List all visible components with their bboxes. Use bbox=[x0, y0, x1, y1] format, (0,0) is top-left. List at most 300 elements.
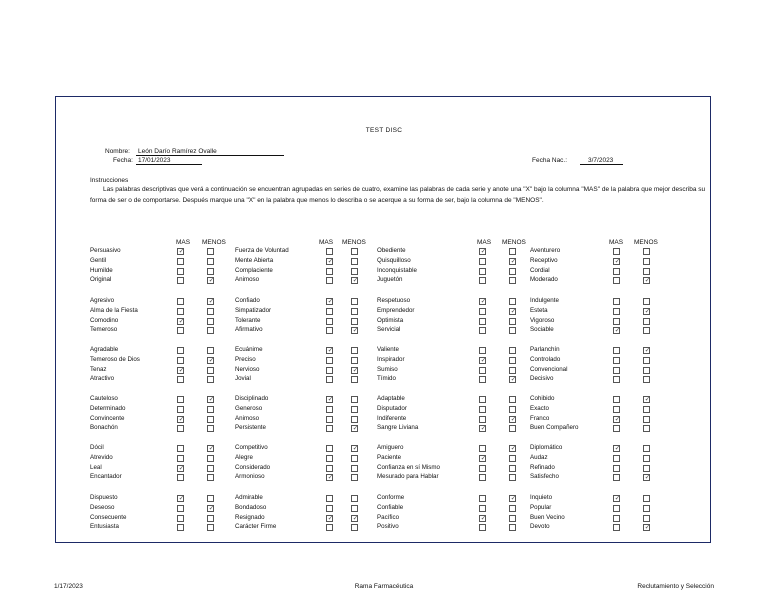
menos-checkbox[interactable] bbox=[207, 357, 214, 364]
check-mark-icon: ✓ bbox=[614, 495, 621, 502]
word-label: Buen Vecino bbox=[530, 513, 565, 521]
mas-checkbox[interactable] bbox=[479, 367, 486, 374]
menos-checkbox[interactable] bbox=[643, 318, 650, 325]
word-label: Gentil bbox=[90, 256, 107, 264]
check-mark-icon: ✓ bbox=[644, 474, 651, 482]
menos-checkbox[interactable] bbox=[509, 495, 516, 502]
mas-checkbox[interactable] bbox=[613, 277, 620, 284]
menos-checkbox[interactable] bbox=[509, 376, 516, 383]
menos-checkbox[interactable] bbox=[509, 298, 516, 305]
menos-checkbox[interactable] bbox=[207, 474, 214, 481]
mas-checkbox[interactable] bbox=[177, 318, 184, 325]
mas-checkbox[interactable] bbox=[326, 277, 333, 284]
mas-checkbox[interactable] bbox=[479, 495, 486, 502]
word-label: Vigoroso bbox=[530, 316, 555, 324]
menos-checkbox[interactable] bbox=[351, 318, 358, 325]
word-label: Obediente bbox=[377, 247, 406, 254]
menos-checkbox[interactable] bbox=[643, 445, 650, 452]
word-label: Armonioso bbox=[235, 473, 265, 481]
menos-checkbox[interactable] bbox=[207, 318, 214, 325]
mas-checkbox[interactable] bbox=[479, 327, 486, 334]
word-label: Confiado bbox=[235, 297, 260, 304]
menos-checkbox[interactable] bbox=[509, 327, 516, 334]
word-label: Inconquistable bbox=[377, 266, 417, 274]
check-mark-icon: ✓ bbox=[510, 257, 517, 265]
mas-checkbox[interactable] bbox=[177, 308, 184, 315]
word-label: Simpatizador bbox=[235, 306, 272, 314]
check-mark-icon: ✓ bbox=[644, 396, 651, 403]
mas-checkbox[interactable] bbox=[326, 474, 333, 481]
word-label: Atractivo bbox=[90, 375, 115, 383]
mas-checkbox[interactable] bbox=[613, 406, 620, 413]
word-label: Entusiasta bbox=[90, 523, 119, 531]
mas-checkbox[interactable] bbox=[177, 474, 184, 481]
mas-checkbox[interactable] bbox=[479, 376, 486, 383]
fecha-nac-label: Fecha Nac.: bbox=[532, 157, 568, 164]
menos-checkbox[interactable] bbox=[643, 327, 650, 334]
mas-checkbox[interactable] bbox=[479, 474, 486, 481]
mas-checkbox[interactable] bbox=[326, 318, 333, 325]
word-label: Mesurado para Hablar bbox=[377, 473, 439, 481]
word-label: Persuasivo bbox=[90, 247, 121, 254]
menos-checkbox[interactable] bbox=[207, 524, 214, 531]
mas-checkbox[interactable] bbox=[479, 248, 486, 255]
word-label: Jovial bbox=[235, 375, 251, 383]
menos-checkbox[interactable] bbox=[643, 347, 650, 354]
mas-checkbox[interactable] bbox=[326, 465, 333, 472]
word-label: Emprendedor bbox=[377, 306, 415, 314]
word-label: Cohibido bbox=[530, 395, 555, 402]
instructions-heading: Instrucciones bbox=[90, 177, 129, 184]
menos-checkbox[interactable] bbox=[509, 277, 516, 284]
word-label: Alma de la Fiesta bbox=[90, 306, 138, 314]
menos-checkbox[interactable] bbox=[207, 465, 214, 472]
mas-checkbox[interactable] bbox=[479, 396, 486, 403]
word-label: Humilde bbox=[90, 266, 113, 274]
menos-checkbox[interactable] bbox=[207, 258, 214, 265]
menos-checkbox[interactable] bbox=[643, 248, 650, 255]
menos-checkbox[interactable] bbox=[207, 277, 214, 284]
mas-checkbox[interactable] bbox=[326, 327, 333, 334]
menos-checkbox[interactable] bbox=[643, 258, 650, 265]
check-mark-icon: ✓ bbox=[327, 347, 334, 354]
menos-checkbox[interactable] bbox=[351, 277, 358, 284]
mas-checkbox[interactable] bbox=[326, 445, 333, 452]
word-label: Agresivo bbox=[90, 297, 115, 304]
mas-checkbox[interactable] bbox=[177, 248, 184, 255]
check-mark-icon: ✓ bbox=[352, 277, 359, 285]
menos-checkbox[interactable] bbox=[643, 268, 650, 275]
fecha-value: 17/01/2023 bbox=[136, 157, 202, 165]
menos-checkbox[interactable] bbox=[643, 298, 650, 305]
word-label: Considerado bbox=[235, 463, 271, 471]
word-label: Receptivo bbox=[530, 256, 558, 264]
mas-checkbox[interactable] bbox=[479, 258, 486, 265]
mas-checkbox[interactable] bbox=[613, 425, 620, 432]
word-label: Indulgente bbox=[530, 297, 559, 304]
menos-checkbox[interactable] bbox=[509, 515, 516, 522]
word-label: Preciso bbox=[235, 355, 256, 363]
word-label: Confiable bbox=[377, 503, 404, 511]
menos-checkbox[interactable] bbox=[509, 396, 516, 403]
check-mark-icon: ✓ bbox=[352, 425, 359, 433]
word-label: Ecuánime bbox=[235, 346, 263, 353]
word-label: Animoso bbox=[235, 414, 260, 422]
mas-checkbox[interactable] bbox=[177, 268, 184, 275]
menos-checkbox[interactable] bbox=[351, 465, 358, 472]
mas-checkbox[interactable] bbox=[479, 524, 486, 531]
menos-checkbox[interactable] bbox=[207, 327, 214, 334]
mas-checkbox[interactable] bbox=[479, 277, 486, 284]
menos-checkbox[interactable] bbox=[351, 357, 358, 364]
check-mark-icon: ✓ bbox=[510, 307, 517, 315]
word-label: Sangre Liviana bbox=[377, 424, 419, 432]
menos-checkbox[interactable] bbox=[643, 495, 650, 502]
nombre-value: León Darío Ramírez Ovalle bbox=[136, 148, 284, 156]
word-label: Persistente bbox=[235, 424, 266, 432]
mas-checkbox[interactable] bbox=[177, 347, 184, 354]
word-label: Inquieto bbox=[530, 494, 553, 501]
mas-checkbox[interactable] bbox=[177, 505, 184, 512]
word-label: Tímido bbox=[377, 375, 396, 383]
menos-checkbox[interactable] bbox=[643, 376, 650, 383]
footer-date: 1/17/2023 bbox=[54, 583, 83, 590]
mas-checkbox[interactable] bbox=[177, 425, 184, 432]
check-mark-icon: ✓ bbox=[614, 327, 621, 335]
mas-checkbox[interactable] bbox=[479, 425, 486, 432]
menos-checkbox[interactable] bbox=[351, 367, 358, 374]
check-mark-icon: ✓ bbox=[510, 445, 517, 452]
mas-checkbox[interactable] bbox=[613, 396, 620, 403]
menos-checkbox[interactable] bbox=[351, 455, 358, 462]
menos-checkbox[interactable] bbox=[643, 524, 650, 531]
word-label: Juguetón bbox=[377, 276, 403, 284]
mas-checkbox[interactable] bbox=[613, 474, 620, 481]
word-label: Indiferente bbox=[377, 414, 407, 422]
menos-checkbox[interactable] bbox=[351, 505, 358, 512]
word-label: Fuerza de Voluntad bbox=[235, 247, 289, 254]
mas-checkbox[interactable] bbox=[613, 327, 620, 334]
menos-checkbox[interactable] bbox=[643, 277, 650, 284]
menos-checkbox[interactable] bbox=[351, 248, 358, 255]
mas-checkbox[interactable] bbox=[177, 357, 184, 364]
menos-checkbox[interactable] bbox=[509, 406, 516, 413]
menos-checkbox[interactable] bbox=[509, 505, 516, 512]
check-mark-icon: ✓ bbox=[510, 376, 517, 384]
mas-checkbox[interactable] bbox=[326, 495, 333, 502]
word-label: Popular bbox=[530, 503, 552, 511]
mas-checkbox[interactable] bbox=[326, 376, 333, 383]
menos-checkbox[interactable] bbox=[643, 406, 650, 413]
menos-checkbox[interactable] bbox=[351, 515, 358, 522]
menos-checkbox[interactable] bbox=[351, 406, 358, 413]
check-mark-icon: ✓ bbox=[614, 415, 621, 423]
menos-checkbox[interactable] bbox=[509, 367, 516, 374]
menos-checkbox[interactable] bbox=[207, 515, 214, 522]
word-label: Quisquilloso bbox=[377, 256, 411, 264]
column-header-mas: MAS bbox=[609, 239, 624, 246]
mas-checkbox[interactable] bbox=[613, 258, 620, 265]
check-mark-icon: ✓ bbox=[208, 277, 215, 285]
mas-checkbox[interactable] bbox=[177, 396, 184, 403]
menos-checkbox[interactable] bbox=[643, 455, 650, 462]
menos-checkbox[interactable] bbox=[509, 416, 516, 423]
menos-checkbox[interactable] bbox=[509, 357, 516, 364]
word-label: Audaz bbox=[530, 453, 548, 461]
mas-checkbox[interactable] bbox=[326, 298, 333, 305]
mas-checkbox[interactable] bbox=[177, 495, 184, 502]
word-label: Competitivo bbox=[235, 444, 268, 451]
word-label: Parlanchín bbox=[530, 346, 560, 353]
mas-checkbox[interactable] bbox=[479, 406, 486, 413]
menos-checkbox[interactable] bbox=[351, 268, 358, 275]
mas-checkbox[interactable] bbox=[177, 515, 184, 522]
menos-checkbox[interactable] bbox=[509, 455, 516, 462]
word-label: Admirable bbox=[235, 494, 263, 501]
mas-checkbox[interactable] bbox=[479, 445, 486, 452]
menos-checkbox[interactable] bbox=[351, 474, 358, 481]
menos-checkbox[interactable] bbox=[351, 524, 358, 531]
menos-checkbox[interactable] bbox=[509, 474, 516, 481]
menos-checkbox[interactable] bbox=[207, 308, 214, 315]
menos-checkbox[interactable] bbox=[643, 425, 650, 432]
word-label: Encantador bbox=[90, 473, 122, 481]
word-label: Positivo bbox=[377, 523, 399, 531]
menos-checkbox[interactable] bbox=[509, 258, 516, 265]
word-label: Esteta bbox=[530, 306, 548, 314]
check-mark-icon: ✓ bbox=[352, 366, 359, 374]
menos-checkbox[interactable] bbox=[351, 495, 358, 502]
mas-checkbox[interactable] bbox=[326, 308, 333, 315]
check-mark-icon: ✓ bbox=[644, 277, 651, 285]
word-label: Bondadoso bbox=[235, 503, 267, 511]
mas-checkbox[interactable] bbox=[177, 327, 184, 334]
column-header-menos: MENOS bbox=[634, 239, 658, 246]
menos-checkbox[interactable] bbox=[509, 347, 516, 354]
word-label: Moderado bbox=[530, 276, 558, 284]
menos-checkbox[interactable] bbox=[643, 505, 650, 512]
column-header-menos: MENOS bbox=[342, 239, 366, 246]
menos-checkbox[interactable] bbox=[207, 248, 214, 255]
mas-checkbox[interactable] bbox=[479, 515, 486, 522]
menos-checkbox[interactable] bbox=[509, 318, 516, 325]
word-label: Disciplinado bbox=[235, 395, 269, 402]
mas-checkbox[interactable] bbox=[479, 268, 486, 275]
mas-checkbox[interactable] bbox=[177, 416, 184, 423]
mas-checkbox[interactable] bbox=[479, 298, 486, 305]
menos-checkbox[interactable] bbox=[207, 268, 214, 275]
check-mark-icon: ✓ bbox=[510, 415, 517, 423]
mas-checkbox[interactable] bbox=[613, 268, 620, 275]
word-label: Deseoso bbox=[90, 503, 115, 511]
word-label: Carácter Firme bbox=[235, 523, 277, 531]
word-label: Confianza en sí Mismo bbox=[377, 463, 440, 471]
mas-checkbox[interactable] bbox=[326, 524, 333, 531]
mas-checkbox[interactable] bbox=[613, 298, 620, 305]
mas-checkbox[interactable] bbox=[479, 455, 486, 462]
menos-checkbox[interactable] bbox=[351, 327, 358, 334]
mas-checkbox[interactable] bbox=[613, 308, 620, 315]
menos-checkbox[interactable] bbox=[643, 367, 650, 374]
mas-checkbox[interactable] bbox=[613, 248, 620, 255]
word-label: Optimista bbox=[377, 316, 404, 324]
menos-checkbox[interactable] bbox=[643, 308, 650, 315]
check-mark-icon: ✓ bbox=[614, 445, 621, 452]
mas-checkbox[interactable] bbox=[177, 367, 184, 374]
mas-checkbox[interactable] bbox=[613, 455, 620, 462]
word-label: Complaciente bbox=[235, 266, 273, 274]
word-label: Cauteloso bbox=[90, 395, 118, 402]
menos-checkbox[interactable] bbox=[643, 396, 650, 403]
mas-checkbox[interactable] bbox=[479, 416, 486, 423]
test-title: TEST DISC bbox=[365, 127, 403, 134]
menos-checkbox[interactable] bbox=[351, 396, 358, 403]
mas-checkbox[interactable] bbox=[326, 406, 333, 413]
mas-checkbox[interactable] bbox=[177, 258, 184, 265]
word-label: Cordial bbox=[530, 266, 550, 274]
menos-checkbox[interactable] bbox=[643, 465, 650, 472]
mas-checkbox[interactable] bbox=[177, 277, 184, 284]
menos-checkbox[interactable] bbox=[351, 347, 358, 354]
word-label: Convencional bbox=[530, 365, 568, 373]
menos-checkbox[interactable] bbox=[509, 524, 516, 531]
footer-area: Reclutamiento y Selección bbox=[637, 583, 714, 590]
mas-checkbox[interactable] bbox=[326, 515, 333, 522]
menos-checkbox[interactable] bbox=[351, 425, 358, 432]
check-mark-icon: ✓ bbox=[480, 425, 487, 433]
mas-checkbox[interactable] bbox=[326, 455, 333, 462]
word-label: Disputador bbox=[377, 404, 407, 412]
mas-checkbox[interactable] bbox=[479, 308, 486, 315]
mas-checkbox[interactable] bbox=[326, 258, 333, 265]
check-mark-icon: ✓ bbox=[178, 464, 185, 472]
mas-checkbox[interactable] bbox=[613, 495, 620, 502]
word-label: Resignado bbox=[235, 513, 265, 521]
mas-checkbox[interactable] bbox=[613, 367, 620, 374]
mas-checkbox[interactable] bbox=[613, 357, 620, 364]
instructions-text: Las palabras descriptivas que verá a continuación se encuentran agrupadas en series de cuatro, examine las palabras de cada serie y anote una "X" bajo la columna "MAS" de la palabra que mejor describa su forma de ser o de comportarse. Después marque una "X" en la palabra que menos lo describa o se acerque a su forma de ser, bajo la columna de "MENOS". bbox=[90, 186, 706, 204]
menos-checkbox[interactable] bbox=[643, 416, 650, 423]
menos-checkbox[interactable] bbox=[643, 357, 650, 364]
word-label: Exacto bbox=[530, 404, 549, 412]
mas-checkbox[interactable] bbox=[326, 367, 333, 374]
menos-checkbox[interactable] bbox=[643, 515, 650, 522]
check-mark-icon: ✓ bbox=[480, 248, 487, 255]
mas-checkbox[interactable] bbox=[326, 396, 333, 403]
check-mark-icon: ✓ bbox=[178, 317, 185, 325]
check-mark-icon: ✓ bbox=[327, 396, 334, 403]
mas-checkbox[interactable] bbox=[613, 465, 620, 472]
menos-checkbox[interactable] bbox=[509, 308, 516, 315]
menos-checkbox[interactable] bbox=[351, 376, 358, 383]
mas-checkbox[interactable] bbox=[613, 524, 620, 531]
mas-checkbox[interactable] bbox=[177, 376, 184, 383]
word-label: Controlado bbox=[530, 355, 561, 363]
word-label: Tolerante bbox=[235, 316, 261, 324]
mas-checkbox[interactable] bbox=[479, 347, 486, 354]
word-label: Consecuente bbox=[90, 513, 127, 521]
mas-checkbox[interactable] bbox=[177, 465, 184, 472]
mas-checkbox[interactable] bbox=[479, 357, 486, 364]
mas-checkbox[interactable] bbox=[479, 505, 486, 512]
check-mark-icon: ✓ bbox=[208, 356, 215, 364]
menos-checkbox[interactable] bbox=[207, 376, 214, 383]
mas-checkbox[interactable] bbox=[177, 455, 184, 462]
mas-checkbox[interactable] bbox=[326, 357, 333, 364]
mas-checkbox[interactable] bbox=[326, 268, 333, 275]
mas-checkbox[interactable] bbox=[326, 505, 333, 512]
mas-checkbox[interactable] bbox=[326, 425, 333, 432]
menos-checkbox[interactable] bbox=[207, 416, 214, 423]
mas-checkbox[interactable] bbox=[326, 416, 333, 423]
word-label: Afirmativo bbox=[235, 326, 263, 334]
column-header-menos: MENOS bbox=[502, 239, 526, 246]
mas-checkbox[interactable] bbox=[613, 505, 620, 512]
mas-checkbox[interactable] bbox=[479, 465, 486, 472]
word-label: Buen Compañero bbox=[530, 424, 579, 432]
check-mark-icon: ✓ bbox=[352, 514, 359, 522]
menos-checkbox[interactable] bbox=[351, 258, 358, 265]
mas-checkbox[interactable] bbox=[613, 445, 620, 452]
menos-checkbox[interactable] bbox=[207, 495, 214, 502]
mas-checkbox[interactable] bbox=[613, 416, 620, 423]
word-label: Agradable bbox=[90, 346, 119, 353]
test-sheet bbox=[55, 96, 711, 543]
mas-checkbox[interactable] bbox=[613, 347, 620, 354]
word-label: Inspirador bbox=[377, 355, 405, 363]
mas-checkbox[interactable] bbox=[613, 318, 620, 325]
menos-checkbox[interactable] bbox=[207, 347, 214, 354]
menos-checkbox[interactable] bbox=[207, 298, 214, 305]
word-label: Alegre bbox=[235, 453, 253, 461]
menos-checkbox[interactable] bbox=[509, 465, 516, 472]
mas-checkbox[interactable] bbox=[479, 318, 486, 325]
menos-checkbox[interactable] bbox=[207, 406, 214, 413]
check-mark-icon: ✓ bbox=[208, 504, 215, 512]
menos-checkbox[interactable] bbox=[351, 416, 358, 423]
word-label: Temeroso de Dios bbox=[90, 355, 140, 363]
mas-checkbox[interactable] bbox=[326, 347, 333, 354]
menos-checkbox[interactable] bbox=[509, 425, 516, 432]
mas-checkbox[interactable] bbox=[613, 515, 620, 522]
mas-checkbox[interactable] bbox=[177, 406, 184, 413]
mas-checkbox[interactable] bbox=[177, 298, 184, 305]
word-label: Bonachón bbox=[90, 424, 118, 432]
menos-checkbox[interactable] bbox=[509, 248, 516, 255]
menos-checkbox[interactable] bbox=[509, 445, 516, 452]
menos-checkbox[interactable] bbox=[643, 474, 650, 481]
nombre-label: Nombre: bbox=[105, 148, 130, 155]
menos-checkbox[interactable] bbox=[351, 308, 358, 315]
menos-checkbox[interactable] bbox=[509, 268, 516, 275]
menos-checkbox[interactable] bbox=[207, 396, 214, 403]
mas-checkbox[interactable] bbox=[326, 248, 333, 255]
menos-checkbox[interactable] bbox=[351, 445, 358, 452]
check-mark-icon: ✓ bbox=[178, 415, 185, 423]
word-label: Conforme bbox=[377, 494, 405, 501]
menos-checkbox[interactable] bbox=[207, 367, 214, 374]
column-header-mas: MAS bbox=[176, 239, 191, 246]
word-label: Animoso bbox=[235, 276, 260, 284]
menos-checkbox[interactable] bbox=[207, 505, 214, 512]
menos-checkbox[interactable] bbox=[207, 445, 214, 452]
menos-checkbox[interactable] bbox=[207, 455, 214, 462]
menos-checkbox[interactable] bbox=[351, 298, 358, 305]
menos-checkbox[interactable] bbox=[207, 425, 214, 432]
mas-checkbox[interactable] bbox=[177, 524, 184, 531]
mas-checkbox[interactable] bbox=[613, 376, 620, 383]
mas-checkbox[interactable] bbox=[177, 445, 184, 452]
